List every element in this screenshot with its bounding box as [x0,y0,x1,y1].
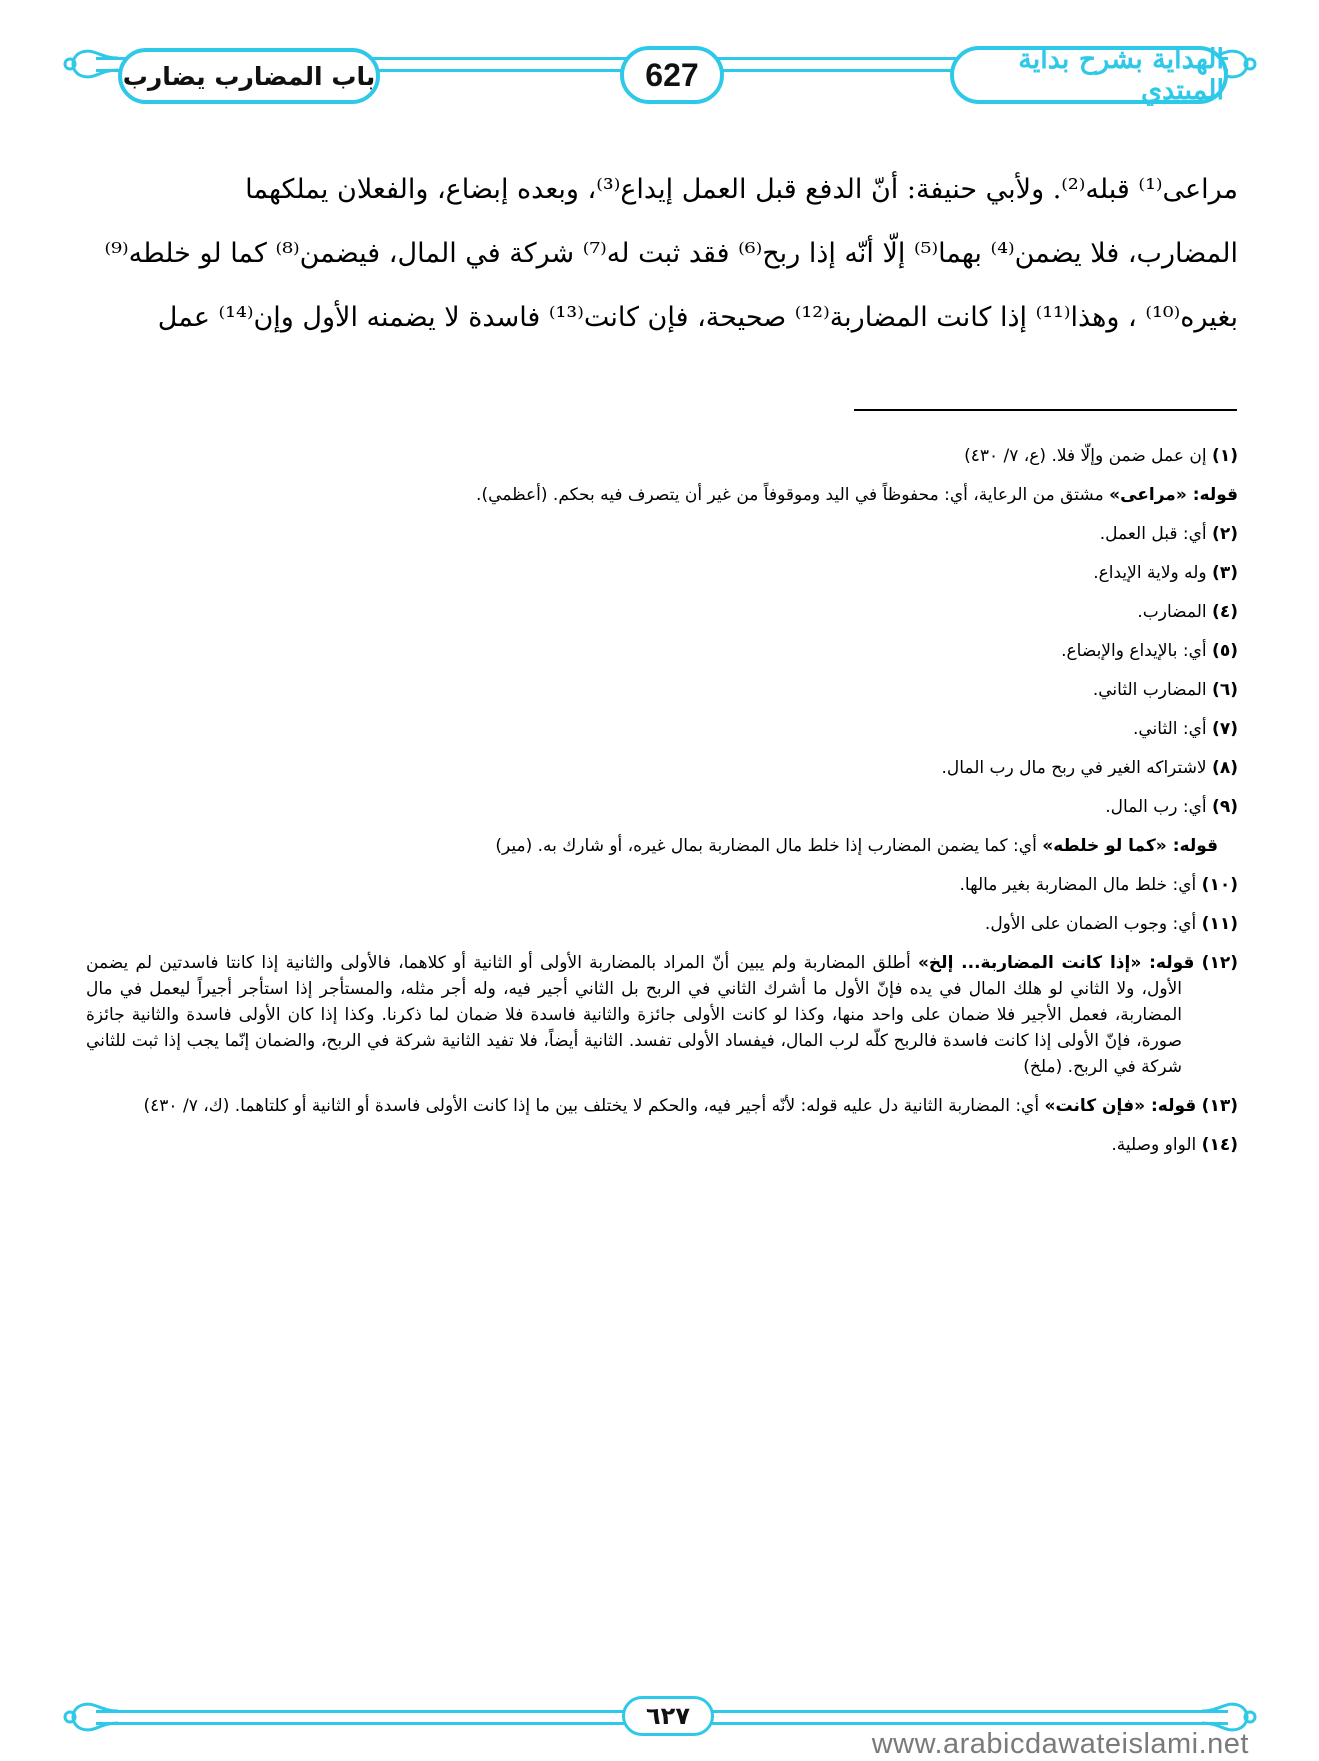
page-number: 627 [645,56,699,93]
main-line: بغيره⁽¹⁰⁾ ، وهذا⁽¹¹⁾ إذا كانت المضاربة⁽¹²⁾ صحيحة، فإن كانت⁽¹³⁾ فاسدة لا يضمنه الأول وإن⁽¹⁴⁾ عمل [157,302,1238,333]
footnote-item: قوله: «كما لو خلطه» أي: كما يضمن المضارب إذا خلط مال المضاربة بمال غيره، أو شارك به. (مير) [495,836,1218,856]
footnote-item: (٤) المضارب. [1137,602,1238,622]
footnote-item: (١١) أي: وجوب الضمان على الأول. [984,914,1238,934]
footnote-item: قوله: «مراعى» مشتق من الرعاية، أي: محفوظاً في اليد وموقوفاً من غير أن يتصرف فيه بحكم. (أعظمي). [476,485,1238,505]
main-line: المضارب، فلا يضمن⁽⁴⁾ بهما⁽⁵⁾ إلّا أنّه إذا ربح⁽⁶⁾ فقد ثبت له⁽⁷⁾ شركة في المال، فيضمن⁽⁸⁾ كما لو خلطه⁽⁹⁾ [104,238,1238,269]
footnotes [86,443,1238,1171]
footnote-item: (١٤) الواو وصلية. [1111,1135,1238,1155]
footnote-item: (٩) أي: رب المال. [1105,797,1238,817]
footnote-item: (١٠) أي: خلط مال المضاربة بغير مالها. [959,875,1238,895]
book-title-box [950,46,1228,104]
chapter-title: باب المضارب يضارب [122,61,376,91]
footnote-separator [854,409,1237,411]
watermark-url: www.arabicdawateislami.net [871,1728,1249,1760]
footnote-item: (٥) أي: بالإيداع والإبضاع. [1061,641,1238,661]
footnote-item: (٣) وله ولاية الإيداع. [1093,563,1238,583]
book-title: الهداية بشرح بداية المبتدي [1018,44,1224,106]
footnote-item: (٦) المضارب الثاني. [1092,680,1238,700]
main-text [86,158,1238,350]
footnote-item: (٢) أي: قبل العمل. [1099,524,1238,544]
header-left-ornament [60,44,120,84]
footnote-item: (١٢) قوله: «إذا كانت المضاربة... إلخ» أطلق المضاربة ولم يبين أنّ المراد بالمضاربة الأولى أو الثانية أو كلاهما، فالأولى والثانية إذا كانتا فاسدتين لم يضمن الأول، ولا الثاني لو هلك المال في يده فإنّ الأول ما أشرك الثاني في الربح بل الثاني أجير فيه، وله أجر مثله، والمستأجر إذا استأجر أجيراً ليعمل في مال المضاربة، فعمل الأجير فلا ضمان على واحد منها، وكذا لو كانت الأولى جائزة والثانية فاسدة فلا ضمان لما ذكرنا. وكذا إذا كان الأولى فاسدة والثانية جائزة صورة، فإنّ الأولى إذا كانت فاسدة فالربح كلّه لرب المال، فيفساد الأولى تفسد. الثانية أيضاً، فلا تفيد الثانية شركة في الربح، والضمان إنّما يجب إذا ثبت للثاني شركة في الربح. (ملخ) [86,953,1238,1077]
footer-left-ornament [60,1697,120,1737]
footer-page-number: ٦٢٧ [622,1696,714,1736]
main-line: مراعى⁽¹⁾ قبله⁽²⁾. ولأبي حنيفة: أنّ الدفع قبل العمل إيداع⁽³⁾، وبعده إبضاع، والفعلان يملكهما [245,174,1238,205]
page-number-box [620,46,724,104]
footnote-item: (٧) أي: الثاني. [1132,719,1238,739]
footnote-item: (١٣) قوله: «فإن كانت» أي: المضاربة الثانية دل عليه قوله: لأنّه أجير فيه، والحكم لا يختلف بين ما إذا كانت الأولى فاسدة أو الثانية أو كلتاهما. (ك، ٧/ ٤٣٠) [143,1096,1238,1116]
footnote-item: (١) إن عمل ضمن وإلّا فلا. (ع، ٧/ ٤٣٠) [964,446,1238,466]
chapter-title-box [118,48,380,104]
footnote-item: (٨) لاشتراكه الغير في ربح مال رب المال. [941,758,1238,778]
